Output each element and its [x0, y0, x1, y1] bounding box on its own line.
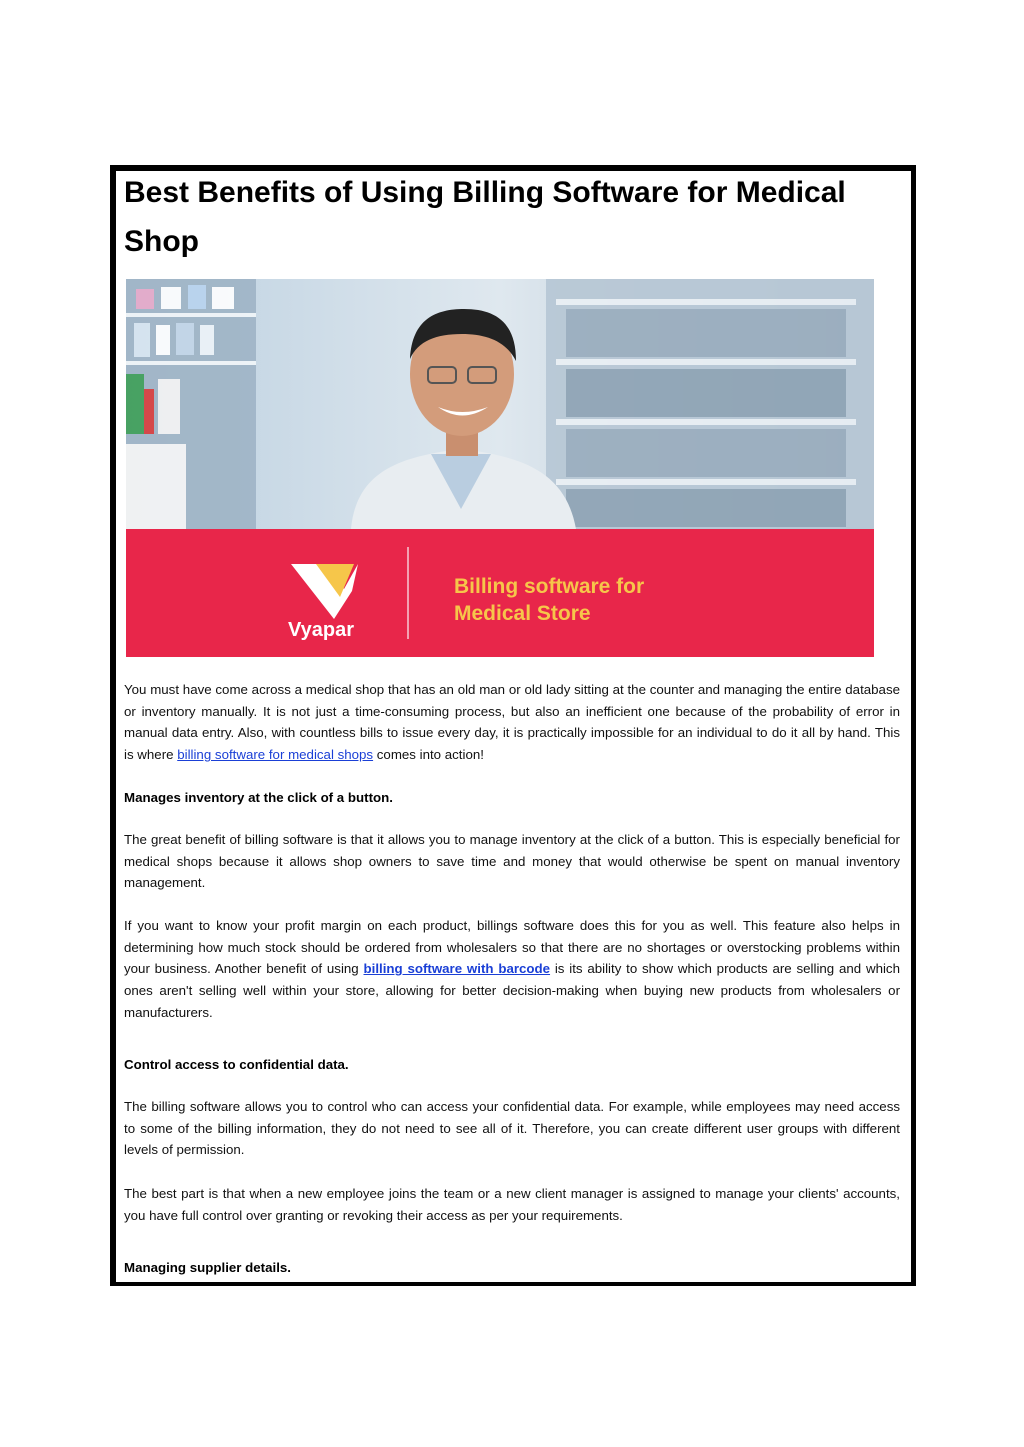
banner-line-1: Billing software for	[454, 575, 645, 598]
link-billing-software-medical-shops[interactable]: billing software for medical shops	[177, 747, 374, 763]
banner-line-2: Medical Store	[454, 602, 591, 625]
paragraph-inventory: The great benefit of billing software is that it allows you to manage inventory at the click of a button. This is especially beneficial for medical shops because it allows shop owners to save time and money that would otherwise be spent on manual inventory management.	[124, 832, 900, 891]
paragraph-access-control: The billing software allows you to control who can access your confidential data. For example, while employees may need access to some of the billing information, they do not need to see all of it. Therefore, you can create different user groups with different levels of permission.	[124, 1099, 900, 1158]
paragraph-intro: You must have come across a medical shop that has an old man or old lady sitting at the counter and managing the entire database or inventory manually. It is not just a time-consuming process, but also an inefficient one because of the probability of error in manual data entry. Also, with countless bills to issue every day, it is practically impossible for an individual to do it all by hand. This is where billing software for medical shops comes into action!	[124, 682, 900, 763]
heading-supplier-details: Managing supplier details.	[124, 1260, 291, 1275]
shelf-right	[546, 279, 874, 529]
link-billing-software-barcode[interactable]: billing software with barcode	[363, 961, 551, 977]
hero-image	[126, 279, 874, 657]
page-title: Best Benefits of Using Billing Software for Medical Shop	[124, 176, 846, 258]
heading-control-access: Control access to confidential data.	[124, 1057, 349, 1072]
shelf-left	[126, 279, 256, 529]
paragraph-new-employee: The best part is that when a new employee joins the team or a new client manager is assigned to manage your clients' accounts, you have full control over granting or revoking their access as per your requirements.	[124, 1186, 900, 1223]
heading-manages-inventory: Manages inventory at the click of a button.	[124, 790, 393, 805]
paragraph-profit-margin: If you want to know your profit margin on each product, billings software does this for you as well. This feature also helps in determining how much stock should be ordered from wholesalers so that there are no shortages or overstocking problems within your business. Another benefit of using billing software with barcode is its ability to show which products are selling and which ones aren't selling well within your store, allowing for better decision-making when buying new products from wholesalers or manufacturers.	[124, 918, 900, 1020]
vyapar-logo-text: Vyapar	[288, 619, 354, 641]
